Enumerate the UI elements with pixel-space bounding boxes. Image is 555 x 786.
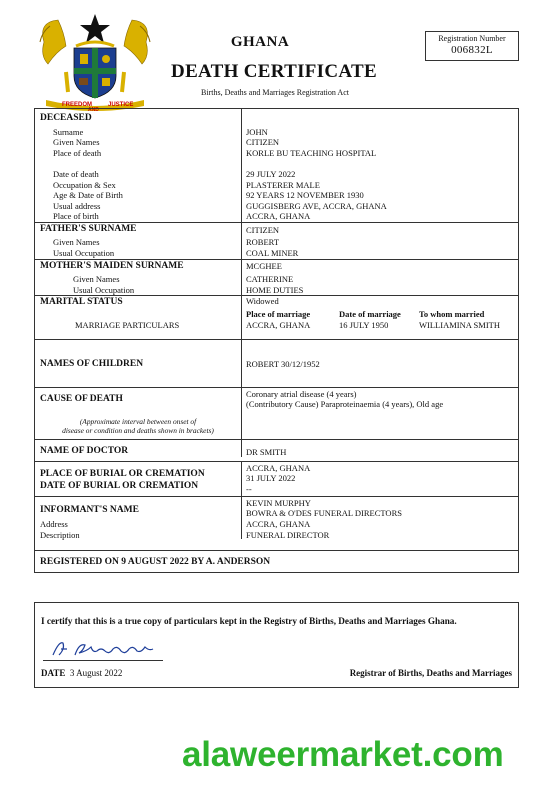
mother-occupation: HOME DUTIES bbox=[246, 285, 304, 295]
burial-place: ACCRA, GHANA bbox=[246, 463, 311, 473]
marriage-particulars-label: MARRIAGE PARTICULARS bbox=[75, 320, 180, 330]
date-of-death: 29 JULY 2022 bbox=[246, 169, 296, 179]
place-of-death: KORLE BU TEACHING HOSPITAL bbox=[246, 148, 377, 158]
row-divider bbox=[35, 550, 518, 551]
deceased-heading: DECEASED bbox=[40, 113, 92, 123]
place-of-birth: ACCRA, GHANA bbox=[246, 211, 311, 221]
place-of-marriage: ACCRA, GHANA bbox=[246, 320, 311, 330]
father-given-names: ROBERT bbox=[246, 237, 280, 247]
usual-address-label: Usual address bbox=[53, 201, 101, 211]
informant-heading: INFORMANT'S NAME bbox=[40, 505, 139, 515]
registrar-title: Registrar of Births, Deaths and Marriages bbox=[349, 668, 512, 678]
col-date-of-marriage: Date of marriage bbox=[339, 309, 401, 319]
column-divider-burial bbox=[241, 461, 242, 539]
informant-address: ACCRA, GHANA bbox=[246, 519, 311, 529]
row-divider bbox=[35, 461, 518, 462]
ghana-coat-of-arms bbox=[36, 12, 154, 112]
informant-name: KEVIN MURPHY bbox=[246, 498, 311, 508]
certification-box bbox=[34, 602, 519, 688]
father-surname: CITIZEN bbox=[246, 225, 280, 235]
row-divider bbox=[35, 387, 518, 388]
cause-note-line-1: (Approximate interval between onset of bbox=[79, 417, 197, 426]
country-title: GHANA bbox=[230, 34, 290, 50]
row-divider bbox=[35, 496, 518, 497]
informant-description-label: Description bbox=[40, 530, 80, 540]
registration-number-box bbox=[425, 31, 519, 61]
motto-freedom: FREEDOM bbox=[62, 102, 92, 108]
site-watermark: alaweermarket.com bbox=[182, 735, 504, 774]
age-dob-label: Age & Date of Birth bbox=[53, 190, 123, 200]
row-divider bbox=[35, 259, 518, 260]
children-names: ROBERT 30/12/1952 bbox=[246, 359, 320, 369]
signature-line bbox=[43, 660, 163, 661]
cause-heading: CAUSE OF DEATH bbox=[40, 394, 123, 404]
registration-number: 006832L bbox=[451, 44, 493, 56]
deceased-given-names: CITIZEN bbox=[246, 137, 280, 147]
usual-address: GUGGISBERG AVE, ACCRA, GHANA bbox=[246, 201, 387, 211]
burial-date: 31 JULY 2022 bbox=[246, 473, 296, 483]
date-of-death-label: Date of death bbox=[53, 169, 99, 179]
row-divider bbox=[35, 222, 518, 223]
marital-status: Widowed bbox=[246, 296, 279, 306]
motto-and: AND bbox=[88, 107, 99, 112]
children-heading: NAMES OF CHILDREN bbox=[40, 359, 144, 369]
spouse-name: WILLIAMINA SMITH bbox=[419, 320, 500, 330]
certification-date: 3 August 2022 bbox=[69, 668, 123, 678]
occupation-sex-label: Occupation & Sex bbox=[53, 180, 116, 190]
informant-description: FUNERAL DIRECTOR bbox=[246, 530, 330, 540]
mother-given-label: Given Names bbox=[73, 274, 120, 284]
column-divider bbox=[241, 109, 242, 457]
deceased-surname-label: Surname bbox=[53, 127, 84, 137]
document-title: DEATH CERTIFICATE bbox=[171, 61, 377, 82]
informant-company: BOWRA & O'DES FUNERAL DIRECTORS bbox=[246, 508, 402, 518]
col-place-of-marriage: Place of marriage bbox=[246, 309, 311, 319]
occupation-sex: PLASTERER MALE bbox=[246, 180, 320, 190]
motto-justice: JUSTICE bbox=[108, 102, 134, 108]
informant-address-label: Address bbox=[40, 519, 68, 529]
particulars-table bbox=[34, 108, 519, 573]
father-given-label: Given Names bbox=[53, 237, 100, 247]
burial-place-heading: PLACE OF BURIAL OR CREMATION bbox=[40, 469, 205, 479]
burial-dash: -- bbox=[246, 484, 252, 494]
certification-date-label: DATE bbox=[41, 668, 66, 678]
cause-note-line-2: disease or condition and deaths shown in brackets) bbox=[62, 426, 214, 435]
age-dob: 92 YEARS 12 NOVEMBER 1930 bbox=[246, 190, 364, 200]
registrar-signature bbox=[49, 637, 159, 666]
date-of-marriage: 16 JULY 1950 bbox=[339, 320, 389, 330]
father-occupation: COAL MINER bbox=[246, 248, 299, 258]
certification-statement: I certify that this is a true copy of particulars kept in the Registry of Births, Deaths and Marriages Ghana. bbox=[41, 616, 457, 626]
row-divider bbox=[35, 339, 518, 340]
registration-statement: REGISTERED ON 9 AUGUST 2022 BY A. ANDERSON bbox=[40, 557, 271, 567]
mother-given-names: CATHERINE bbox=[246, 274, 294, 284]
certification-date-row bbox=[41, 668, 122, 678]
marital-heading: MARITAL STATUS bbox=[40, 297, 123, 307]
burial-date-heading: DATE OF BURIAL OR CREMATION bbox=[40, 481, 199, 491]
cause-line-2: (Contributory Cause) Paraproteinaemia (4 years), Old age bbox=[246, 399, 444, 409]
registration-number-label: Registration Number bbox=[438, 34, 506, 43]
deceased-surname: JOHN bbox=[246, 127, 268, 137]
place-of-death-label: Place of death bbox=[53, 148, 102, 158]
cause-line-1: Coronary atrial disease (4 years) bbox=[246, 389, 357, 399]
registration-act: Births, Deaths and Marriages Registration Act bbox=[201, 88, 349, 97]
father-occupation-label: Usual Occupation bbox=[53, 248, 115, 258]
mother-heading: MOTHER'S MAIDEN SURNAME bbox=[40, 261, 184, 271]
mother-maiden-surname: MCGHEE bbox=[246, 261, 282, 271]
doctor-heading: NAME OF DOCTOR bbox=[40, 446, 129, 456]
mother-occupation-label: Usual Occupation bbox=[73, 285, 135, 295]
deceased-given-label: Given Names bbox=[53, 137, 100, 147]
father-heading: FATHER'S SURNAME bbox=[40, 224, 137, 234]
col-to-whom-married: To whom married bbox=[419, 309, 485, 319]
place-of-birth-label: Place of birth bbox=[53, 211, 99, 221]
doctor-name: DR SMITH bbox=[246, 447, 287, 457]
row-divider bbox=[35, 439, 518, 440]
